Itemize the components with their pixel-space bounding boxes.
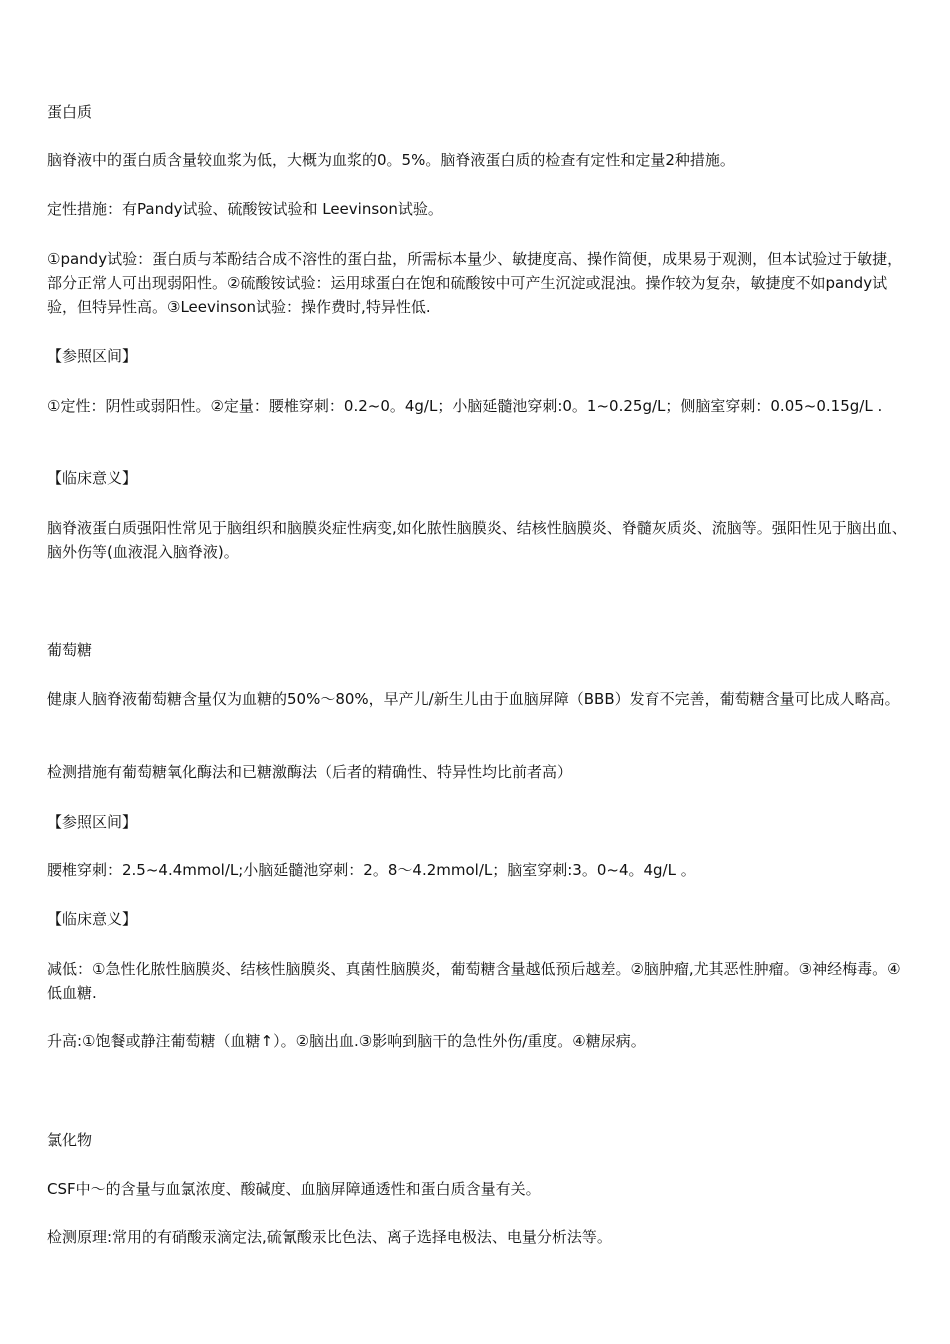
protein-reference: ①定性：阴性或弱阳性。②定量：腰椎穿刺：0.2~0。4g/L；小脑延髓池穿刺:0。1~0.25g/L；侧脑室穿刺：0.05~0.15g/L .: [47, 397, 883, 415]
glucose-intro: 健康人脑脊液葡萄糖含量仅为血糖的50%～80%，早产儿/新生儿由于血脑屏障（BBB）发育不完善，葡萄糖含量可比成人略高。: [47, 690, 900, 708]
glucose-reference-label: 【参照区间】: [47, 813, 138, 831]
chloride-heading: 氯化物: [47, 1131, 93, 1149]
glucose-methods: 检测措施有葡萄糖氧化酶法和已糖激酶法（后者的精确性、特异性均比前者高）: [47, 763, 573, 781]
glucose-clinical-label: 【临床意义】: [47, 910, 138, 928]
glucose-decrease: 减低：①急性化脓性脑膜炎、结核性脑膜炎、真菌性脑膜炎，葡萄糖含量越低预后越差。②脑肿瘤,尤其恶性肿瘤。③神经梅毒。④低血糖.: [47, 960, 901, 1002]
chloride-intro: CSF中～的含量与血氯浓度、酸碱度、血脑屏障通透性和蛋白质含量有关。: [47, 1180, 541, 1198]
protein-methods: 定性措施：有Pandy试验、硫酸铵试验和 Leevinson试验。: [47, 200, 443, 218]
protein-intro: 脑脊液中的蛋白质含量较血浆为低，大概为血浆的0。5%。脑脊液蛋白质的检查有定性和定量2种措施。: [47, 151, 735, 169]
protein-heading: 蛋白质: [47, 103, 93, 121]
glucose-reference: 腰椎穿刺：2.5~4.4mmol/L;小脑延髓池穿刺：2。8～4.2mmol/L；脑室穿刺:3。0~4。4g/L 。: [47, 861, 696, 879]
protein-reference-label: 【参照区间】: [47, 347, 138, 365]
protein-clinical: 脑脊液蛋白质强阳性常见于脑组织和脑膜炎症性病变,如化脓性脑膜炎、结核性脑膜炎、脊髓灰质炎、流脑等。强阳性见于脑出血、脑外伤等(血液混入脑脊液)。: [47, 519, 907, 561]
glucose-heading: 葡萄糖: [47, 641, 93, 659]
protein-clinical-label: 【临床意义】: [47, 469, 138, 487]
glucose-increase: 升高:①饱餐或静注葡萄糖（血糖↑）。②脑出血.③影响到脑干的急性外伤/重度。④糖尿病。: [47, 1032, 646, 1050]
protein-method-detail: ①pandy试验：蛋白质与苯酚结合成不溶性的蛋白盐，所需标本量少、敏捷度高、操作简便，成果易于观测，但本试验过于敏捷，部分正常人可出现弱阳性。②硫酸铵试验：运用球蛋白在饱和硫酸铵中可产生沉淀或混浊。操作较为复杂，敏捷度不如pandy试验，但特异性高。③Leevinson试验：操作费时,特异性低.: [47, 250, 903, 316]
chloride-principle: 检测原理:常用的有硝酸汞滴定法,硫氰酸汞比色法、离子选择电极法、电量分析法等。: [47, 1228, 612, 1246]
